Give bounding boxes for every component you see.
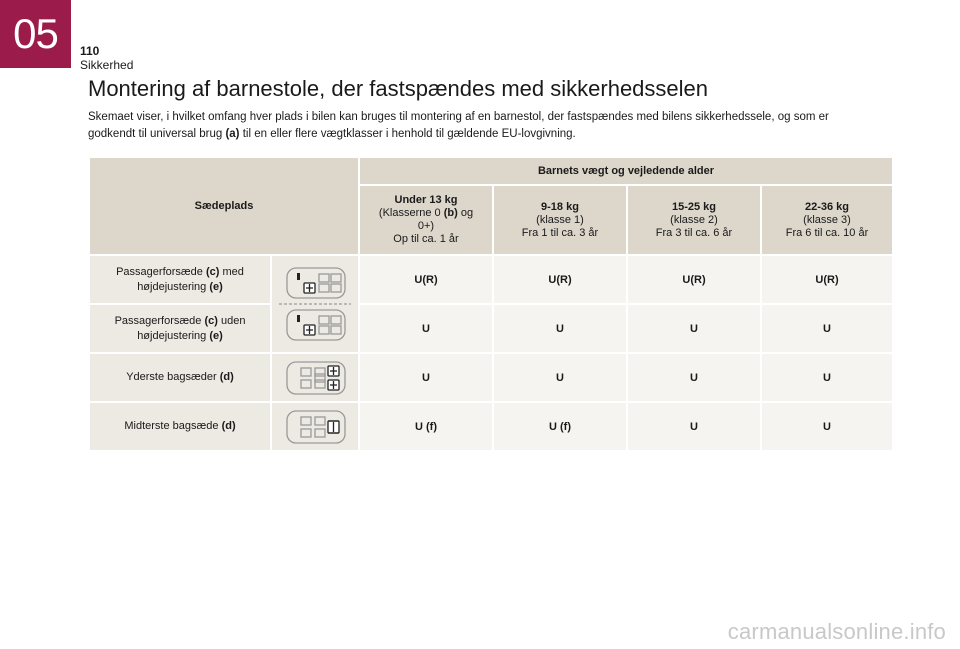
value-cell: U: [627, 402, 761, 451]
value-cell: U: [493, 353, 627, 402]
column-class-text: (klasse 3): [803, 213, 851, 226]
seat-label-text: højdejustering: [137, 280, 210, 293]
column-kg: 22-36 kg: [804, 200, 850, 213]
value-cell: U: [761, 304, 893, 353]
value-cell: U(R): [359, 255, 493, 304]
seat-label-text: uden: [217, 314, 246, 327]
page-number: 110: [80, 44, 100, 58]
seat-ref: (d): [221, 420, 236, 432]
column-header-under-13kg: [359, 185, 493, 255]
value-cell: U: [761, 402, 893, 451]
seat-label-text: Midterste bagsæde: [124, 420, 222, 432]
seat-ref: (c): [204, 314, 218, 327]
value-cell: U(R): [627, 255, 761, 304]
value-cell: U: [761, 353, 893, 402]
column-kg: 9-18 kg: [541, 200, 579, 213]
column-header-15-25kg: [627, 185, 761, 255]
car-rear-middle-seat-icon: [271, 402, 359, 451]
weight-group-header: Barnets vægt og vejledende alder: [359, 157, 893, 185]
column-age: Op til ca. 1 år: [393, 233, 459, 245]
intro-text-2: til en eller flere vægtklasser i henhold til gældende EU-lovgivning.: [239, 128, 576, 140]
column-kg: Under 13 kg: [394, 194, 458, 206]
column-age: Fra 1 til ca. 3 år: [521, 226, 599, 239]
column-header-22-36kg: [761, 185, 893, 255]
intro-text-1: Skemaet viser, i hvilket omfang hver plads i bilen kan bruges til montering af en barnestol, der fastspændes med bilens sikkerhedssele, og som er godkendt til universal brug: [88, 111, 829, 140]
value-cell: U (f): [493, 402, 627, 451]
seat-label: [89, 255, 271, 304]
page-title: Montering af barnestole, der fastspændes med sikkerhedsselen: [88, 76, 709, 101]
table-row: [89, 304, 893, 353]
seat-ref: (c): [205, 265, 220, 278]
chapter-tab: 05: [0, 0, 71, 68]
column-class-text: 0+): [417, 220, 435, 232]
value-cell: U(R): [493, 255, 627, 304]
value-cell: U: [359, 304, 493, 353]
column-kg: 15-25 kg: [671, 200, 717, 213]
car-rear-outer-seats-icon: [271, 353, 359, 402]
seat-label: [89, 402, 271, 451]
column-age: Fra 3 til ca. 6 år: [655, 226, 733, 239]
seat-label-text: Passagerforsæde: [116, 265, 206, 278]
seat-label: [89, 353, 271, 402]
column-class-text: og: [457, 207, 474, 219]
seat-ref: (e): [209, 280, 223, 293]
table-row: [89, 255, 893, 304]
seat-header: Sædeplads: [89, 157, 359, 255]
column-class-text: (klasse 2): [670, 213, 718, 226]
column-ref-b: (b): [443, 207, 458, 219]
seat-label-text: med: [219, 265, 244, 278]
column-class-text: (Klasserne 0: [378, 207, 444, 219]
watermark: carmanualsonline.info: [727, 619, 946, 644]
child-seat-table: [88, 156, 894, 452]
column-header-9-18kg: [493, 185, 627, 255]
seat-ref: (d): [219, 371, 234, 383]
intro-ref-a: (a): [225, 128, 240, 140]
value-cell: U: [627, 304, 761, 353]
column-class-text: (klasse 1): [536, 213, 584, 226]
column-age: Fra 6 til ca. 10 år: [785, 226, 869, 239]
value-cell: U(R): [761, 255, 893, 304]
section-name: Sikkerhed: [80, 58, 134, 72]
seat-label-text: Passagerforsæde: [114, 314, 205, 327]
seat-label-text: højdejustering: [137, 329, 210, 342]
seat-label: [89, 304, 271, 353]
car-front-passenger-seat-icon: [271, 255, 359, 353]
value-cell: U: [493, 304, 627, 353]
value-cell: U (f): [359, 402, 493, 451]
table-row: [89, 353, 893, 402]
table-row: [89, 402, 893, 451]
seat-ref: (e): [209, 329, 223, 342]
intro-paragraph: [88, 109, 878, 143]
value-cell: U: [359, 353, 493, 402]
value-cell: U: [627, 353, 761, 402]
seat-label-text: Yderste bagsæder: [126, 371, 220, 383]
